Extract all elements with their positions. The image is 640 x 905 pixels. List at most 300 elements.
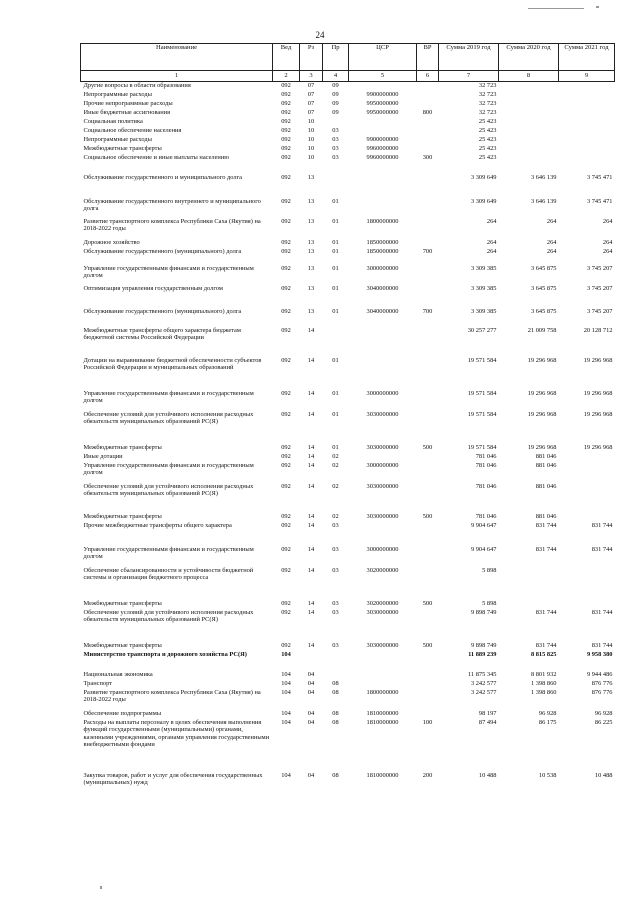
row-vr: 700	[422, 248, 433, 255]
row-csr: 9950000000	[366, 100, 399, 107]
row-sum-2020	[499, 136, 559, 145]
column-number: 7	[439, 71, 499, 82]
row-pr: 02	[332, 453, 339, 460]
row-ved: 104	[281, 651, 291, 658]
row-sum-2019: 10 488	[478, 772, 497, 779]
row-sum-2020: 831 744	[535, 522, 557, 529]
row-sum-2019: 3 242 577	[470, 680, 497, 687]
row-vr	[417, 136, 439, 145]
column-number: 9	[559, 71, 615, 82]
row-name: Межбюджетные трансферты общего характера бюджетам бюджетной системы Российской Федерации	[83, 327, 241, 342]
row-csr	[349, 198, 417, 218]
table-row	[81, 444, 615, 453]
row-sum-2020: 264	[546, 239, 557, 246]
row-vr	[417, 174, 439, 198]
row-sum-2021: 831 744	[591, 609, 613, 616]
row-ved: 092	[281, 327, 291, 334]
row-sum-2021	[559, 453, 615, 462]
row-pr: 08	[332, 710, 339, 717]
row-name: Непрограммные расходы	[83, 91, 152, 98]
row-vr: 800	[422, 109, 433, 116]
row-sum-2019: 32 723	[478, 109, 497, 116]
row-sum-2020	[499, 127, 559, 136]
table-row	[81, 127, 615, 136]
table-row	[81, 719, 615, 772]
row-name: Обслуживание государственного (муниципального) долга	[83, 308, 242, 315]
row-rz: 13	[307, 239, 315, 246]
row-name: Обеспечение условий для устойчивого исполнения расходных обязательств муниципальных образований РС(Я)	[83, 483, 254, 498]
table-body	[81, 82, 615, 793]
row-ved: 104	[281, 719, 291, 726]
row-ved: 092	[281, 145, 291, 152]
row-pr: 01	[332, 265, 339, 272]
row-sum-2020: 881 046	[535, 462, 557, 469]
row-ved: 092	[281, 248, 291, 255]
row-name: Закупка товаров, работ и услуг для обеспечения государственных (муниципальных) нужд	[83, 772, 263, 787]
row-sum-2020: 10 538	[538, 772, 557, 779]
row-rz: 10	[307, 136, 315, 143]
row-csr: 3020000000	[366, 600, 399, 607]
row-csr: 9900000000	[366, 136, 399, 143]
row-pr: 08	[332, 719, 339, 726]
row-ved: 092	[281, 239, 291, 246]
row-sum-2019: 19 571 584	[467, 357, 497, 364]
row-sum-2021: 19 296 968	[583, 390, 613, 397]
row-rz: 10	[307, 127, 315, 134]
row-sum-2021	[559, 145, 615, 154]
row-name: Расходы на выплаты персоналу в целях обеспечения выполнения функций государственными (муниципальными) органами, казенными учреждениями, органами управления государственными внебюджетными фондами	[83, 719, 270, 749]
table-row	[81, 483, 615, 513]
row-sum-2019: 264	[486, 248, 497, 255]
row-csr	[349, 127, 417, 136]
row-rz: 04	[307, 689, 315, 696]
row-sum-2020: 3 645 875	[530, 308, 557, 315]
column-number: 6	[417, 71, 439, 82]
row-pr: 03	[332, 567, 339, 574]
row-pr: 09	[332, 100, 339, 107]
table-row	[81, 513, 615, 522]
row-sum-2019: 11 889 239	[468, 651, 497, 658]
row-pr: 03	[332, 145, 339, 152]
table-row	[81, 390, 615, 411]
row-ved: 092	[281, 218, 291, 225]
row-sum-2021	[559, 513, 615, 522]
row-sum-2020	[499, 100, 559, 109]
row-csr: 3040000000	[366, 308, 399, 315]
row-pr	[323, 118, 349, 127]
row-rz: 14	[307, 462, 315, 469]
row-rz: 14	[307, 411, 315, 418]
row-csr	[349, 453, 417, 462]
row-sum-2021: 9 958 380	[586, 651, 613, 658]
row-sum-2019: 264	[486, 218, 497, 225]
row-name: Прочие межбюджетные трансферты общего характера	[83, 522, 232, 529]
table-row	[81, 411, 615, 444]
row-ved: 092	[281, 91, 291, 98]
row-pr: 01	[332, 444, 339, 451]
row-sum-2021	[559, 567, 615, 600]
header-name: Наименование	[81, 44, 273, 71]
row-sum-2020	[499, 154, 559, 174]
row-ved: 092	[281, 390, 291, 397]
row-sum-2020: 8 801 932	[530, 671, 557, 678]
row-ved: 092	[281, 285, 291, 292]
row-csr: 9960000000	[366, 145, 399, 152]
row-pr	[323, 174, 349, 198]
row-sum-2019: 5 898	[482, 567, 497, 574]
row-rz: 14	[307, 453, 315, 460]
row-name: Управление государственными финансами и государственным долгом	[83, 265, 254, 280]
top-scan-mark	[596, 6, 599, 8]
row-pr: 01	[332, 357, 339, 364]
row-pr: 03	[332, 154, 339, 161]
row-csr: 9900000000	[366, 91, 399, 98]
column-number: 1	[81, 71, 273, 82]
bottom-scan-mark	[100, 886, 102, 889]
row-sum-2021: 9 944 486	[586, 671, 613, 678]
row-pr: 03	[332, 127, 339, 134]
row-sum-2019: 9 904 647	[470, 522, 497, 529]
row-sum-2020	[499, 145, 559, 154]
row-vr	[417, 218, 439, 239]
table-row	[81, 91, 615, 100]
row-rz: 14	[307, 567, 315, 574]
row-sum-2021	[559, 82, 615, 92]
row-sum-2019: 32 723	[478, 100, 497, 107]
row-csr: 3030000000	[366, 483, 399, 490]
row-rz: 13	[307, 308, 315, 315]
row-sum-2019: 98 197	[478, 710, 497, 717]
row-vr	[417, 671, 439, 680]
row-pr: 03	[332, 642, 339, 649]
header-sum-2019: Сумма 2019 год	[439, 44, 499, 71]
row-sum-2021	[559, 483, 615, 513]
row-rz	[300, 651, 323, 671]
row-rz: 07	[307, 82, 315, 89]
row-csr: 1850000000	[366, 239, 399, 246]
row-sum-2020: 831 744	[535, 642, 557, 649]
row-vr	[417, 390, 439, 411]
row-pr: 01	[332, 239, 339, 246]
table-row	[81, 680, 615, 689]
row-name: Управление государственными финансами и государственным долгом	[83, 546, 254, 561]
row-sum-2019: 9 898 749	[470, 642, 497, 649]
row-sum-2019: 3 309 385	[470, 308, 497, 315]
row-vr: 300	[422, 154, 433, 161]
row-pr: 02	[332, 462, 339, 469]
table-row	[81, 118, 615, 127]
row-ved: 092	[281, 174, 291, 181]
row-vr	[417, 710, 439, 719]
row-ved: 092	[281, 154, 291, 161]
header-csr: ЦСР	[349, 44, 417, 71]
row-sum-2021	[559, 136, 615, 145]
row-sum-2021: 3 745 207	[586, 308, 613, 315]
row-rz: 04	[307, 710, 315, 717]
row-ved: 104	[281, 689, 291, 696]
column-number-row	[81, 71, 615, 82]
row-csr	[349, 671, 417, 680]
row-sum-2019: 5 898	[482, 600, 497, 607]
row-sum-2020: 19 296 968	[527, 411, 557, 418]
row-vr	[417, 327, 439, 357]
row-rz: 14	[307, 513, 315, 520]
row-vr	[417, 91, 439, 100]
row-sum-2021: 86 225	[594, 719, 613, 726]
row-rz: 13	[307, 218, 315, 225]
row-sum-2020: 19 296 968	[527, 357, 557, 364]
row-sum-2020: 86 175	[538, 719, 557, 726]
row-sum-2019: 25 423	[478, 127, 497, 134]
row-sum-2019: 3 309 649	[470, 174, 497, 181]
row-sum-2021: 831 744	[591, 546, 613, 553]
table-row	[81, 248, 615, 265]
table-row	[81, 600, 615, 609]
table-row	[81, 174, 615, 198]
row-sum-2021: 3 745 207	[586, 265, 613, 272]
row-ved: 092	[281, 462, 291, 469]
row-rz: 14	[307, 642, 315, 649]
row-sum-2021: 19 296 968	[583, 444, 613, 451]
row-sum-2019: 87 494	[478, 719, 497, 726]
row-sum-2020: 3 646 139	[530, 174, 557, 181]
row-rz: 14	[307, 390, 315, 397]
row-rz: 14	[307, 609, 315, 616]
row-sum-2019: 3 309 649	[470, 198, 497, 205]
table-row	[81, 327, 615, 357]
table-row	[81, 198, 615, 218]
row-name: Социальная политика	[83, 118, 143, 125]
row-sum-2020: 881 046	[535, 453, 557, 460]
top-scan-line	[528, 8, 584, 9]
row-name: Дотации на выравнивание бюджетной обеспеченности субъектов Российской Федерации и муниципальных образований	[83, 357, 262, 372]
row-rz: 14	[307, 522, 315, 529]
row-ved: 092	[281, 109, 291, 116]
row-name: Национальная экономика	[83, 671, 153, 678]
row-sum-2021: 19 296 968	[583, 411, 613, 418]
row-sum-2019: 9 898 749	[470, 609, 497, 616]
row-name: Межбюджетные трансферты	[83, 145, 162, 152]
row-vr	[417, 609, 439, 642]
row-name: Социальное обеспечение и иные выплаты населению	[83, 154, 230, 161]
row-rz: 10	[307, 145, 315, 152]
row-vr: 500	[422, 642, 433, 649]
row-vr	[417, 522, 439, 546]
table-row	[81, 154, 615, 174]
row-csr	[349, 357, 417, 390]
table-row	[81, 357, 615, 390]
row-rz: 14	[307, 600, 315, 607]
row-csr: 9950000000	[366, 109, 399, 116]
row-csr: 1800000000	[366, 218, 399, 225]
row-name: Иные дотации	[83, 453, 123, 460]
row-sum-2021: 831 744	[591, 642, 613, 649]
row-name: Непрограммные расходы	[83, 136, 152, 143]
row-ved: 092	[281, 82, 291, 89]
row-sum-2020	[499, 567, 559, 600]
header-ved: Вед	[273, 44, 300, 71]
row-vr	[417, 239, 439, 248]
table-row	[81, 453, 615, 462]
row-csr: 3000000000	[366, 546, 399, 553]
row-ved: 104	[281, 680, 291, 687]
row-sum-2020: 21 009 758	[527, 327, 557, 334]
row-sum-2019: 781 046	[475, 513, 497, 520]
row-ved: 092	[281, 127, 291, 134]
row-name: Оптимизация управления государственным долгом	[83, 285, 223, 292]
row-vr: 700	[422, 308, 433, 315]
row-pr	[323, 671, 349, 680]
table-row	[81, 546, 615, 567]
row-csr	[349, 82, 417, 92]
row-rz: 13	[307, 174, 315, 181]
table-row	[81, 100, 615, 109]
row-sum-2021: 10 488	[594, 772, 613, 779]
row-vr	[417, 462, 439, 483]
row-ved: 092	[281, 100, 291, 107]
row-sum-2021: 876 776	[591, 680, 613, 687]
row-rz: 14	[307, 357, 315, 364]
row-sum-2020	[499, 600, 559, 609]
row-sum-2020	[499, 82, 559, 92]
page-number: 24	[315, 30, 325, 40]
row-csr: 3030000000	[366, 444, 399, 451]
row-csr	[349, 327, 417, 357]
row-sum-2019: 30 257 277	[467, 327, 497, 334]
row-rz: 13	[307, 198, 315, 205]
row-vr	[417, 546, 439, 567]
table-row	[81, 109, 615, 118]
row-sum-2021	[559, 462, 615, 483]
row-csr: 3040000000	[366, 285, 399, 292]
row-vr	[417, 651, 439, 671]
row-sum-2019: 25 423	[478, 154, 497, 161]
header-sum-2020: Сумма 2020 год	[499, 44, 559, 71]
table-header	[81, 44, 615, 82]
row-sum-2019: 781 046	[475, 483, 497, 490]
column-number: 3	[300, 71, 323, 82]
row-sum-2019: 25 423	[478, 145, 497, 152]
row-ved: 092	[281, 411, 291, 418]
row-pr: 02	[332, 513, 339, 520]
row-ved: 092	[281, 546, 291, 553]
row-rz: 14	[307, 444, 315, 451]
row-csr	[349, 651, 417, 671]
row-pr: 02	[332, 483, 339, 490]
row-rz: 07	[307, 91, 315, 98]
table-row	[81, 285, 615, 308]
row-sum-2021: 876 776	[591, 689, 613, 696]
table-row	[81, 567, 615, 600]
row-sum-2020: 1 398 860	[530, 680, 557, 687]
row-rz: 10	[307, 154, 315, 161]
row-name: Дорожное хозяйство	[83, 239, 140, 246]
row-sum-2019: 19 571 584	[467, 390, 497, 397]
row-name: Управление государственными финансами и государственным долгом	[83, 390, 254, 405]
row-rz: 04	[307, 719, 315, 726]
row-csr	[349, 522, 417, 546]
row-sum-2020	[499, 91, 559, 100]
row-csr	[349, 680, 417, 689]
row-sum-2020: 3 645 875	[530, 265, 557, 272]
row-name: Обеспечение условий для устойчивого исполнения расходных обязательств муниципальных образований РС(Я)	[83, 411, 254, 426]
table-row	[81, 462, 615, 483]
row-name: Межбюджетные трансферты	[83, 444, 162, 451]
row-sum-2019: 11 875 345	[467, 671, 497, 678]
table-row	[81, 671, 615, 680]
row-pr: 03	[332, 136, 339, 143]
row-sum-2021	[559, 109, 615, 118]
table-row	[81, 651, 615, 671]
row-ved: 092	[281, 567, 291, 574]
row-sum-2021: 264	[602, 218, 613, 225]
row-sum-2021: 3 745 207	[586, 285, 613, 292]
row-vr	[417, 285, 439, 308]
row-name: Прочие непрограммные расходы	[83, 100, 173, 107]
row-name: Социальное обеспечение населения	[83, 127, 182, 134]
row-vr	[417, 567, 439, 600]
row-rz: 07	[307, 100, 315, 107]
row-pr: 03	[332, 546, 339, 553]
row-csr	[349, 174, 417, 198]
row-sum-2019: 9 904 647	[470, 546, 497, 553]
row-pr: 01	[332, 411, 339, 418]
row-name: Межбюджетные трансферты	[83, 513, 162, 520]
row-csr: 3000000000	[366, 462, 399, 469]
row-vr: 500	[422, 600, 433, 607]
row-sum-2019: 781 046	[475, 453, 497, 460]
table-row	[81, 265, 615, 285]
row-csr: 3000000000	[366, 390, 399, 397]
row-csr: 3030000000	[366, 642, 399, 649]
row-pr: 03	[332, 600, 339, 607]
row-vr	[417, 265, 439, 285]
row-name: Межбюджетные трансферты	[83, 642, 162, 649]
row-csr: 1800000000	[366, 689, 399, 696]
row-vr	[417, 483, 439, 513]
table-row	[81, 218, 615, 239]
row-sum-2021: 3 745 471	[586, 198, 613, 205]
row-csr: 3000000000	[366, 265, 399, 272]
row-csr	[349, 118, 417, 127]
row-name: Обслуживание государственного внутреннего и муниципального долга	[83, 198, 261, 213]
row-rz: 14	[307, 483, 315, 490]
row-rz: 13	[307, 248, 315, 255]
row-sum-2020: 831 744	[535, 546, 557, 553]
row-sum-2021: 264	[602, 239, 613, 246]
row-sum-2021	[559, 127, 615, 136]
row-sum-2020: 264	[546, 248, 557, 255]
row-name: Обеспечение условий для устойчивого исполнения расходных обязательств муниципальных образований РС(Я)	[83, 609, 254, 624]
row-ved: 092	[281, 513, 291, 520]
row-sum-2020: 264	[546, 218, 557, 225]
row-vr: 500	[422, 444, 433, 451]
row-vr: 100	[422, 719, 433, 726]
header-vr: ВР	[417, 44, 439, 71]
row-pr: 01	[332, 285, 339, 292]
budget-table	[80, 43, 615, 792]
row-pr: 01	[332, 198, 339, 205]
row-sum-2021: 3 745 471	[586, 174, 613, 181]
row-sum-2020: 3 646 139	[530, 198, 557, 205]
table-row	[81, 145, 615, 154]
row-ved: 092	[281, 609, 291, 616]
row-ved: 092	[281, 308, 291, 315]
row-rz: 14	[307, 546, 315, 553]
row-sum-2019: 19 571 584	[467, 444, 497, 451]
row-rz: 14	[307, 327, 315, 334]
row-csr: 3030000000	[366, 513, 399, 520]
